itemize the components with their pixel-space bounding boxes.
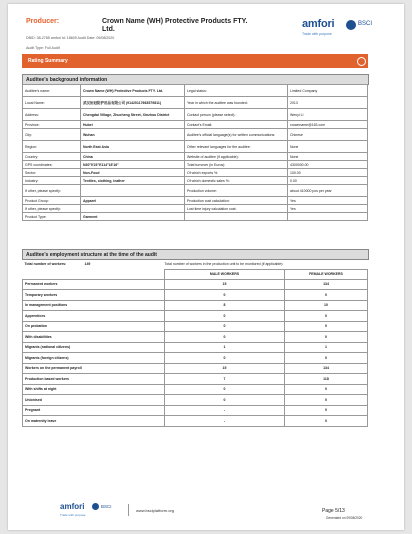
- female-count: 0: [285, 353, 368, 364]
- page-number: Page 5/13: [322, 508, 345, 514]
- employment-row: [23, 353, 368, 364]
- amfori-logo: [302, 18, 382, 46]
- worker-category: With shifts at night: [23, 384, 165, 395]
- field-value: 0.00: [288, 177, 368, 185]
- male-count: 0: [165, 321, 285, 332]
- banner-title: Rating Summary: [28, 58, 68, 64]
- male-count: 7: [165, 374, 285, 385]
- footer-bsci-circle-icon: [92, 503, 99, 510]
- field-value: North East Asia: [81, 141, 185, 153]
- total-workers-row: [23, 259, 368, 269]
- field-label: Product Group:: [23, 197, 81, 205]
- employment-row: [23, 300, 368, 311]
- background-row: [23, 141, 368, 153]
- employment-row: [23, 363, 368, 374]
- female-count: 0: [285, 290, 368, 301]
- field-value: Yes: [288, 197, 368, 205]
- field-label: Of which exports %:: [185, 169, 288, 177]
- employment-row: [23, 395, 368, 406]
- male-count: 1: [165, 342, 285, 353]
- field-value: None: [288, 153, 368, 161]
- worker-category: Permanent workers: [23, 279, 165, 290]
- background-row: [23, 177, 368, 185]
- female-count: 0: [285, 416, 368, 427]
- field-label: GPS coordinates:: [23, 161, 81, 169]
- background-row: [23, 197, 368, 205]
- field-value: None: [288, 141, 368, 153]
- female-count: 10: [285, 300, 368, 311]
- background-row: [23, 153, 368, 161]
- producer-name: Crown Name (WH) Protective Products FTY. Ltd.: [102, 18, 248, 33]
- male-count: 0: [165, 332, 285, 343]
- employment-row: [23, 311, 368, 322]
- background-row: [23, 205, 368, 213]
- male-count: 15: [165, 279, 285, 290]
- worker-category: Apprentices: [23, 311, 165, 322]
- field-value: Garment: [81, 213, 185, 221]
- employment-row: [23, 374, 368, 385]
- section-banner: [22, 54, 367, 68]
- field-value: Limited Company: [288, 85, 368, 97]
- worker-category: With disabilities: [23, 332, 165, 343]
- background-row: [23, 97, 368, 109]
- male-count: 15: [165, 363, 285, 374]
- field-value: Hubei: [81, 121, 185, 129]
- male-count: -: [165, 405, 285, 416]
- female-count: 0: [285, 321, 368, 332]
- field-value: 2013: [288, 97, 368, 109]
- footer-logo: [60, 502, 120, 520]
- field-value: Apparel: [81, 197, 185, 205]
- field-value: crownname@163.com: [288, 121, 368, 129]
- female-count: 0: [285, 311, 368, 322]
- total-workers-value: 149: [84, 262, 91, 266]
- male-count: 0: [165, 353, 285, 364]
- worker-category: On maternity leave: [23, 416, 165, 427]
- background-row: [23, 85, 368, 97]
- female-count: 0: [285, 405, 368, 416]
- worker-category: Unionised: [23, 395, 165, 406]
- background-row: [23, 213, 368, 221]
- field-label: Legal status:: [185, 85, 288, 97]
- field-value: China: [81, 153, 185, 161]
- male-count: 0: [165, 311, 285, 322]
- worker-category: Pregnant: [23, 405, 165, 416]
- male-count: 8: [165, 300, 285, 311]
- field-value: Chengdai Village, Zhucheng Street, Xinzhou District: [81, 109, 185, 121]
- field-label: Auditee's official language(s) for written communications:: [185, 129, 288, 141]
- worker-category: On probation: [23, 321, 165, 332]
- field-label: Local Name:: [23, 97, 81, 109]
- globe-icon: [354, 54, 368, 68]
- field-label: Sector:: [23, 169, 81, 177]
- female-count: 134: [285, 363, 368, 374]
- field-label: Other relevant languages for the auditee:: [185, 141, 288, 153]
- background-row: [23, 129, 368, 141]
- female-count: 0: [285, 395, 368, 406]
- female-count: 0: [285, 384, 368, 395]
- employment-title-text: Auditee's employment structure at the time of the audit: [26, 251, 157, 258]
- background-row: [23, 121, 368, 129]
- employment-row: [23, 416, 368, 427]
- report-header: [22, 12, 392, 50]
- field-label: Country:: [23, 153, 81, 161]
- male-count: 0: [165, 290, 285, 301]
- field-value: Crown Name (WH) Protective Products FTY. Ltd.: [81, 85, 185, 97]
- field-label: Industry:: [23, 177, 81, 185]
- generated-date: Generated on 09/08/2020: [326, 516, 363, 520]
- female-count: 118: [285, 374, 368, 385]
- employment-row: [23, 332, 368, 343]
- field-label: Lost time injury calculation cost:: [185, 205, 288, 213]
- field-label: Contact person (please select):: [185, 109, 288, 121]
- audit-type: Audit Type: Full Audit: [26, 46, 60, 50]
- total-workers-label: Total number of workers:: [24, 261, 67, 266]
- male-count: 0: [165, 395, 285, 406]
- worker-category: Migrants (national citizens): [23, 342, 165, 353]
- field-label: If other, please specify:: [23, 205, 81, 213]
- field-value: about 410000 pcs per year: [288, 185, 368, 197]
- employment-table: [22, 259, 368, 427]
- worker-category: Migrants (foreign citizens): [23, 353, 165, 364]
- field-value: [288, 213, 368, 221]
- background-table: [22, 84, 368, 221]
- field-value: [81, 205, 185, 213]
- field-label: Province:: [23, 121, 81, 129]
- female-count: 0: [285, 332, 368, 343]
- logo-wordmark: amfori: [302, 18, 335, 30]
- field-value: 武汉协冠防护用品有限公司 (91420117663579811): [81, 97, 185, 109]
- field-value: Wuhan: [81, 129, 185, 141]
- female-col-header: FEMALE WORKERS: [285, 269, 368, 279]
- field-value: Yes: [288, 205, 368, 213]
- field-value: Wenyi Li: [288, 109, 368, 121]
- background-row: [23, 161, 368, 169]
- field-label: Product Type:: [23, 213, 81, 221]
- employment-row: [23, 321, 368, 332]
- field-label: Of which domestic sales %:: [185, 177, 288, 185]
- employment-row: [23, 279, 368, 290]
- worker-category: Production based workers: [23, 374, 165, 385]
- field-value: 100.00: [288, 169, 368, 177]
- footer-logo-tagline: Trade with purpose: [60, 513, 86, 517]
- field-label: Total turnover (in Euros):: [185, 161, 288, 169]
- field-label: Website of auditee (if applicable):: [185, 153, 288, 161]
- male-count: 0: [165, 384, 285, 395]
- footer-logo-bsci: BSCI: [101, 504, 112, 509]
- field-value: N30°5'23"E114°18'16": [81, 161, 185, 169]
- bsci-circle-icon: [346, 20, 356, 30]
- employment-row: [23, 342, 368, 353]
- field-label: City:: [23, 129, 81, 141]
- worker-category: In management positions: [23, 300, 165, 311]
- female-count: 134: [285, 279, 368, 290]
- producer-label: Producer:: [26, 18, 60, 25]
- logo-bsci: BSCI: [358, 21, 373, 27]
- field-label: [185, 213, 288, 221]
- employment-row: [23, 384, 368, 395]
- employment-header-row: [23, 269, 368, 279]
- field-label: Auditee's name:: [23, 85, 81, 97]
- logo-tagline: Trade with purpose: [302, 32, 332, 36]
- field-value: Non-Food: [81, 169, 185, 177]
- report-page: [8, 4, 404, 530]
- background-title-text: Auditee's background information: [26, 76, 108, 83]
- field-label: Region:: [23, 141, 81, 153]
- footer-logo-wordmark: amfori: [60, 502, 85, 511]
- footer-url[interactable]: www.bsciplatform.org: [136, 508, 175, 513]
- male-count: -: [165, 416, 285, 427]
- female-count: 1: [285, 342, 368, 353]
- audit-meta: DBID: 38-2785 amfori Id: 18609 Audit Date: 09/08/2020: [26, 36, 115, 40]
- male-col-header: MALE WORKERS: [165, 269, 285, 279]
- background-row: [23, 109, 368, 121]
- background-row: [23, 185, 368, 197]
- worker-category: Workers on the permanent payroll: [23, 363, 165, 374]
- field-value: Textiles, clothing, leather: [81, 177, 185, 185]
- field-value: 4300000.00: [288, 161, 368, 169]
- field-label: Production cost calculation:: [185, 197, 288, 205]
- field-label: Year in which the auditee was founded:: [185, 97, 288, 109]
- field-value: [81, 185, 185, 197]
- field-label: Address:: [23, 109, 81, 121]
- monitored-label: Total number of workers in the production unit to be monitored (if applicable):: [164, 262, 284, 266]
- field-label: Contact's Email:: [185, 121, 288, 129]
- worker-category: Temporary workers: [23, 290, 165, 301]
- employment-row: [23, 405, 368, 416]
- background-row: [23, 169, 368, 177]
- field-label: Production volume:: [185, 185, 288, 197]
- footer-divider: [128, 504, 129, 516]
- field-label: If other, please specify:: [23, 185, 81, 197]
- field-value: Chinese: [288, 129, 368, 141]
- employment-row: [23, 290, 368, 301]
